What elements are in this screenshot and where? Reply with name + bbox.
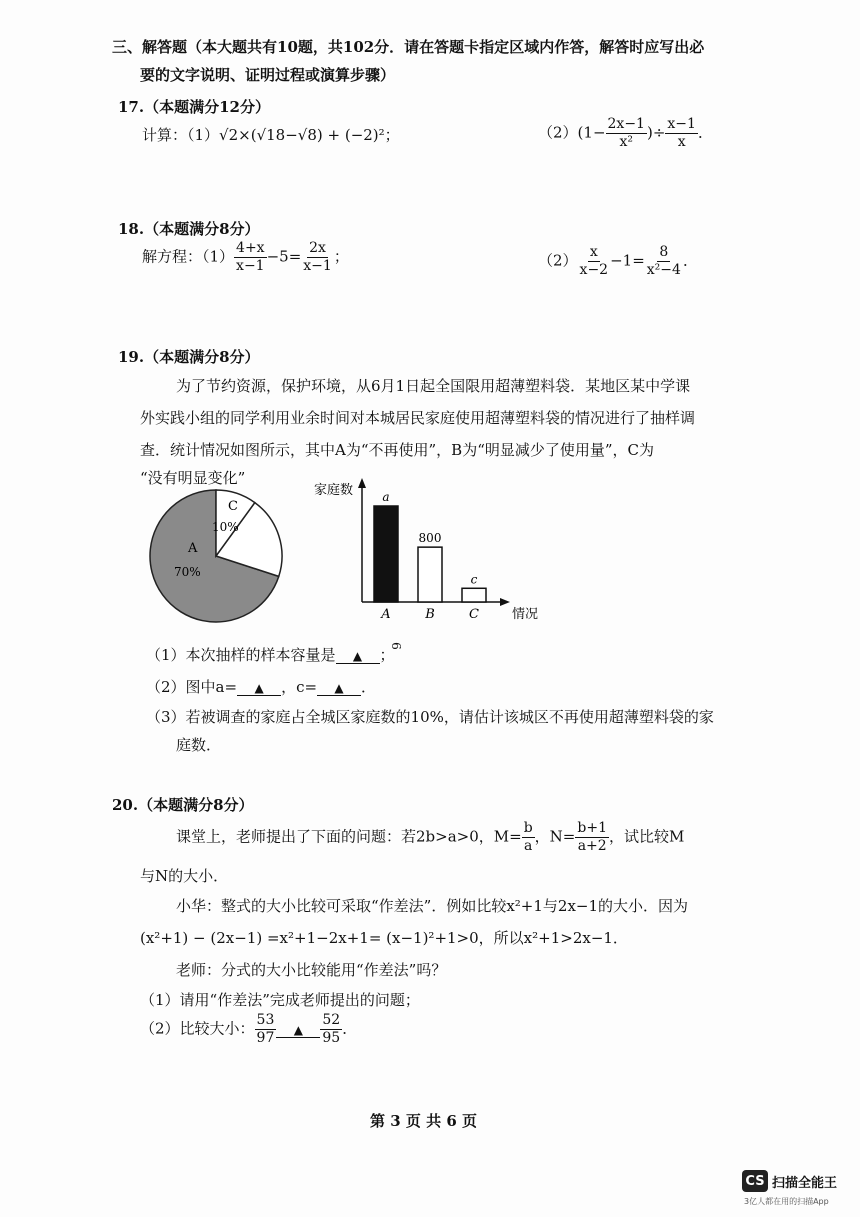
q19-sub3-cont: 庭数． (176, 736, 222, 754)
bar-a (374, 506, 398, 602)
section-title: 三、解答题（本大题共有10题，共102分．请在答题卡指定区域内作答，解答时应写出必 (112, 38, 705, 56)
bar-c (462, 588, 486, 602)
answer-blank-c: ▲ (317, 681, 361, 696)
q17-part2: （2）(1− $\frac{2x-1}{\text{x²}}$ )÷ $\frac{x-1}{x}$ ． (538, 116, 713, 150)
q19-line3: 查．统计情况如图所示，其中A为“不再使用”，B为“明显减少了使用量”，C为 (140, 441, 655, 459)
q19-sub2: （2）图中a= ▲ ，c= ▲ ． (146, 678, 377, 696)
bar-data-label-b: 800 (418, 531, 442, 546)
q18-part2: （2） $\frac{x}{x-2}$ −1= $\frac{8}{\text{x²−4}}$ ． (538, 244, 698, 278)
pie-label-a-pct: 70% (174, 565, 201, 579)
q20-line4: (x²+1) − (2x−1) =x²+1−2x+1= (x−1)²+1>0，所以x²+1>2x−1． (140, 929, 628, 947)
bar-data-label-a: a (382, 490, 390, 504)
q19-line1: 为了节约资源，保护环境，从6月1日起全国限用超薄塑料袋．某地区某中学课 (176, 377, 691, 395)
q20-line3: 小华：整式的大小比较可采取“作差法”．例如比较x²+1与2x−1的大小．因为 (176, 897, 689, 915)
scanner-watermark (742, 1170, 837, 1192)
page-number: 第 3 页 共 6 页 (370, 1112, 477, 1130)
scanner-logo: CS (742, 1170, 768, 1192)
x-axis-label: 情况 (512, 607, 539, 622)
q17-header: 17.（本题满分12分） (118, 98, 270, 116)
y-axis-arrow (358, 478, 366, 488)
q20-header: 20.（本题满分8分） (112, 796, 254, 814)
q19-line2: 外实践小组的同学利用业余时间对本城居民家庭使用超薄塑料袋的情况进行了抽样调 (140, 409, 696, 427)
q20-line1: 课堂上，老师提出了下面的问题：若2b>a>0，M= $\frac{b}{a}$ ，N= $\frac{b+1}{a+2}$ ，试比较M (176, 820, 685, 854)
pie-label-a: A (188, 541, 198, 556)
q20-line5: 老师：分式的大小比较能用“作差法”吗？ (176, 961, 447, 979)
q19-line4: “没有明显变化” (140, 469, 246, 487)
bar-data-label-c: c (470, 572, 478, 587)
x-tick-label-c: C (469, 607, 479, 622)
bar-chart (310, 478, 550, 628)
q18-header: 18.（本题满分8分） (118, 220, 260, 238)
section-title-cont: 要的文字说明、证明过程或演算步骤） (140, 66, 396, 84)
x-tick-label-b: B (425, 607, 435, 622)
y-axis-label: 家庭数 (314, 483, 354, 498)
scanner-tagline: 3亿人都在用的扫描App (744, 1197, 829, 1206)
bar-b (418, 547, 442, 602)
x-axis-arrow (500, 598, 510, 606)
answer-blank: ▲ (336, 649, 380, 664)
answer-blank-a: ▲ (237, 681, 281, 696)
pie-chart (146, 486, 286, 626)
q19-header: 19.（本题满分8分） (118, 348, 260, 366)
answer-blank-compare: ▲ (276, 1023, 320, 1038)
pie-label-c-pct: 10% (212, 520, 239, 534)
q18-part1: 解方程：（1） $\frac{4+x}{x-1}$ −5= $\frac{2x}{x-1}$ ； (142, 240, 349, 274)
q20-sub2: （2）比较大小： $\frac{53}{97}$ ▲ $\frac{52}{95}$ ． (140, 1012, 358, 1046)
pie-label-c: C (228, 499, 238, 514)
q20-line2: 与N的大小． (140, 867, 229, 885)
stray-mark: 6 (388, 642, 403, 650)
q19-sub1: （1）本次抽样的样本容量是 ▲ ； (146, 646, 395, 664)
q20-sub1: （1）请用“作差法”完成老师提出的问题； (140, 991, 420, 1009)
q17-part1: 计算：（1）√2×(√18−√8) + (−2)²； (142, 126, 400, 144)
x-tick-label-a: A (381, 607, 391, 622)
q19-sub3: （3）若被调查的家庭占全城区家庭数的10%，请估计该城区不再使用超薄塑料袋的家 (146, 708, 714, 726)
scanner-name: 扫描全能王 (772, 1175, 838, 1191)
